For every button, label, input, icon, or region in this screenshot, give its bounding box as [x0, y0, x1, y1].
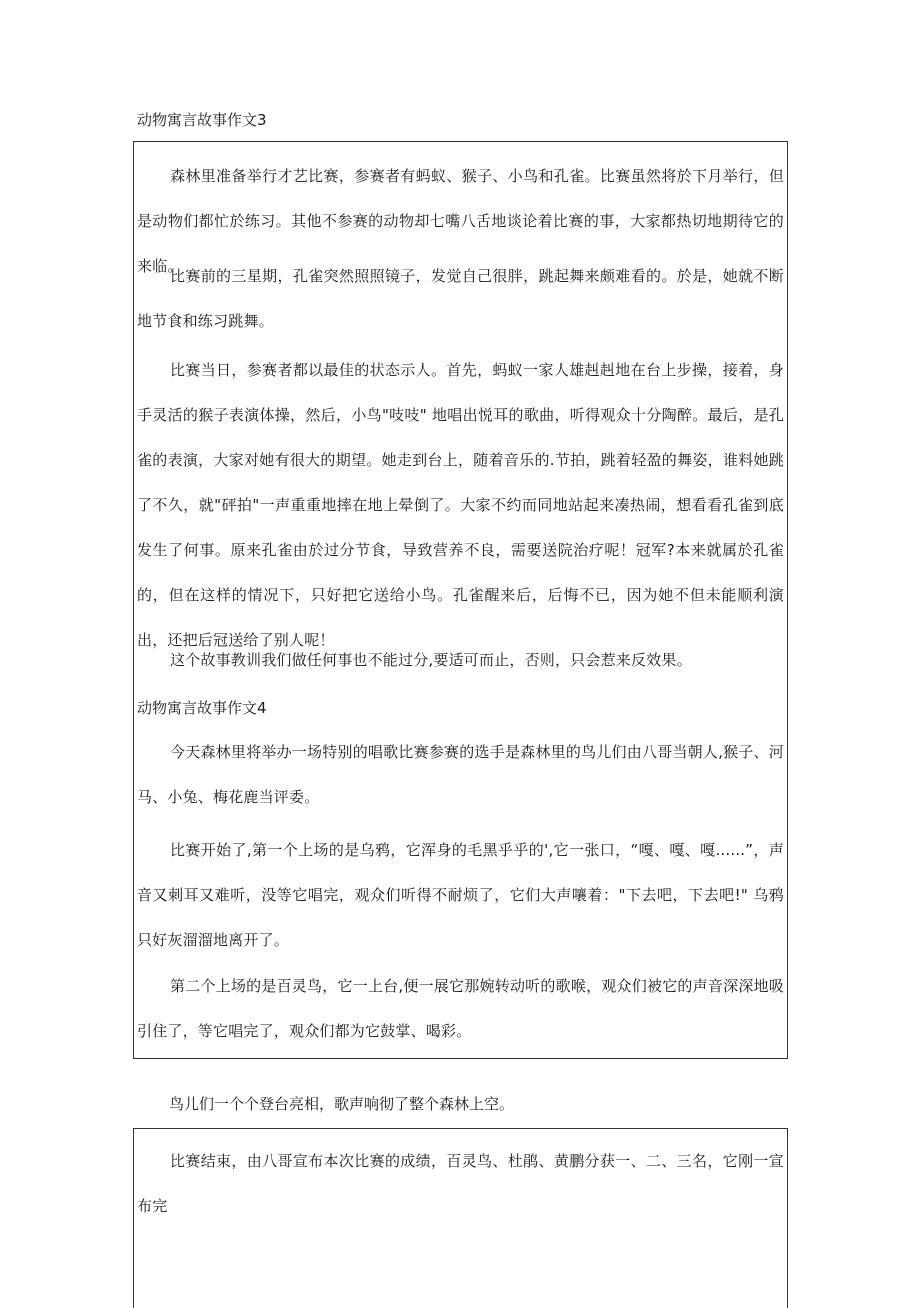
- story4-paragraph-3: 第二个上场的是百灵鸟，它一上台,便一展它那婉转动听的歌喉，观众们被它的声音深深地吸引住了，等它唱完了，观众们都为它鼓掌、喝彩。: [137, 977, 784, 1040]
- story4-paragraph-5: 比赛结束，由八哥宣布本次比赛的成绩，百灵鸟、杜鹃、黄鹏分获一、二、三名，它刚一宣布完: [137, 1152, 784, 1215]
- essay-frame: [133, 141, 788, 1059]
- story4-paragraph-4: 鸟儿们一个个登台亮相，歌声响彻了整个森林上空。: [169, 1095, 515, 1113]
- story3-paragraph-2: 比赛前的三星期，孔雀突然照照镜子，发觉自己很胖，跳起舞来颇难看的。於是，她就不断地节食和练习跳舞。: [137, 267, 784, 330]
- story4-paragraph-1: 今天森林里将举办一场特别的唱歌比赛参赛的选手是森林里的鸟儿们由八哥当朝人,猴子、河马、小兔、梅花鹿当评委。: [137, 743, 784, 806]
- essay-3-title: 动物寓言故事作文3: [137, 111, 267, 129]
- story3-paragraph-1: 森林里准备举行才艺比赛，参赛者有蚂蚁、猴子、小鸟和孔雀。比赛虽然将於下月举行，但是动物们都忙於练习。其他不参赛的动物却七嘴八舌地谈论着比赛的事，大家都热切地期待它的来临。: [137, 167, 784, 275]
- essay-4-title: 动物寓言故事作文4: [137, 699, 267, 717]
- story3-moral: 这个故事教训我们做任何事也不能过分,要适可而止，否则，只会惹来反效果。: [170, 651, 692, 669]
- story4-paragraph-2: 比赛开始了,第一个上场的是乌鸦，它浑身的毛黑乎乎的',它一张口，“嘎、嘎、嘎......”，声音又刺耳又难听，没等它唱完，观众们听得不耐烦了，它们大声嚷着："下去吧，下去吧!" 乌鸦只好灰溜溜地离开了。: [137, 841, 784, 949]
- essay-frame-continued: [133, 1128, 788, 1308]
- story3-paragraph-3: 比赛当日，参赛者都以最佳的状态示人。首先，蚂蚁一家人雄赳赳地在台上步操，接着，身手灵活的猴子表演体操，然后，小鸟"吱吱" 地唱出悦耳的歌曲，听得观众十分陶醉。最后，是孔雀的表演，大家对她有很大的期望。她走到台上，随着音乐的.节拍，跳着轻盈的舞姿，谁料她跳了不久，就"砰拍"一声重重地摔在地上晕倒了。大家不约而同地站起来凑热闹，想看看孔雀到底发生了何事。原来孔雀由於过分节食，导致营养不良，需要送院治疗呢！冠军?本来就属於孔雀的，但在这样的情况下，只好把它送给小鸟。孔雀醒来后，后悔不已，因为她不但未能顺利演出，还把后冠送给了别人呢！: [137, 361, 784, 649]
